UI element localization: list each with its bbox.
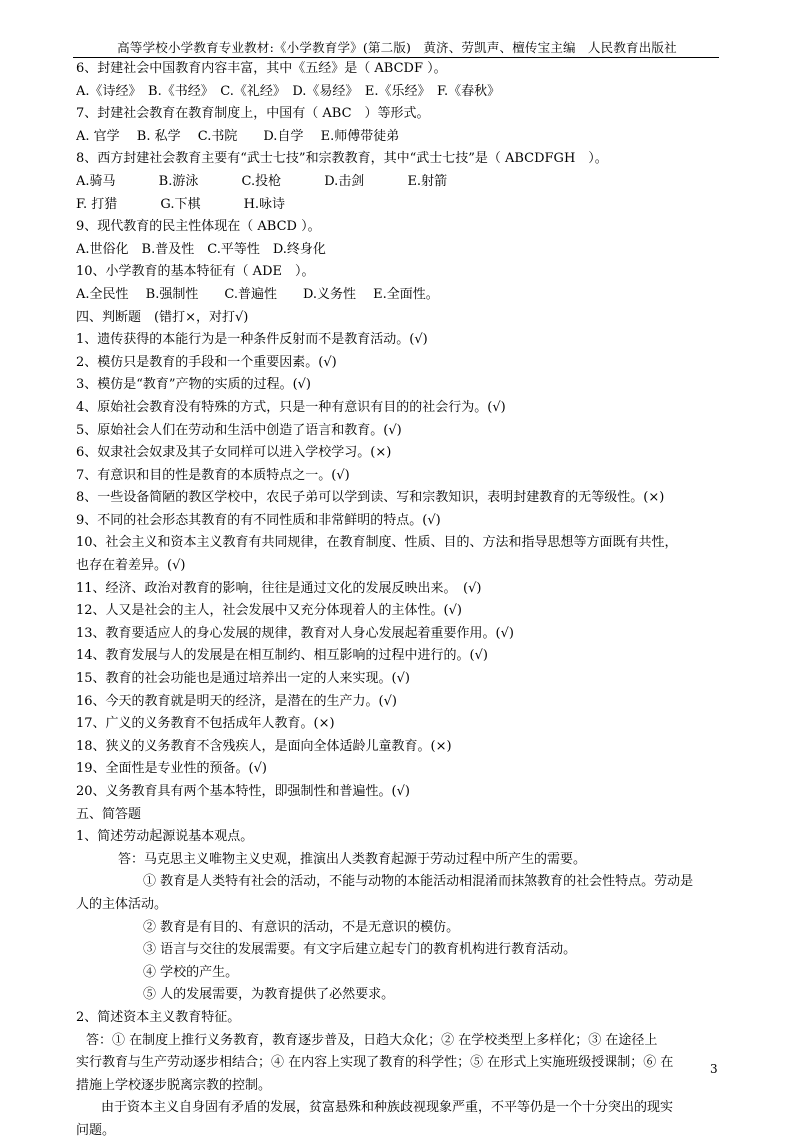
text-line: 18、狭义的义务教育不含残疾人，是面向全体适龄儿童教育。(×) <box>76 738 452 754</box>
text-line: 10、社会主义和资本主义教育有共同规律，在教育制度、性质、目的、方法和指导思想等方面既有共性， <box>76 535 678 551</box>
text-line: 6、奴隶社会奴隶及其子女同样可以进入学校学习。(×) <box>76 445 392 461</box>
text-line: A.世俗化 B.普及性 C.平等性 D.终身化 <box>76 241 326 257</box>
text-line: 19、全面性是专业性的预备。(√) <box>76 761 267 777</box>
header-editors: 黄济、劳凯声、檀传宝主编 <box>423 40 576 55</box>
text-line: 11、经济、政治对教育的影响，往往是通过文化的发展反映出来。 (√) <box>76 580 482 596</box>
text-line: 措施上学校逐步脱离宗教的控制。 <box>76 1077 272 1093</box>
text-line: 9、不同的社会形态其教育的有不同性质和非常鲜明的特点。(√) <box>76 512 441 528</box>
text-line: 答：马克思主义唯物主义史观，推演出人类教育起源于劳动过程中所产生的需要。 <box>118 851 587 867</box>
text-line: 15、教育的社会功能也是通过培养出一定的人来实现。(√) <box>76 671 410 687</box>
text-line: 9、现代教育的民主性体现在（ ABCD ）。 <box>76 219 321 235</box>
text-line: 也存在着差异。(√) <box>76 558 186 574</box>
text-line: F. 打猎 G.下棋 H.咏诗 <box>76 196 286 212</box>
text-line: A.骑马 B.游泳 C.投枪 D.击剑 E.射箭 <box>76 173 448 189</box>
page-header <box>0 38 794 56</box>
document-body <box>76 58 724 1143</box>
text-line: 7、封建社会教育在教育制度上，中国有（ ABC ）等形式。 <box>76 106 430 122</box>
text-line: 17、广义的义务教育不包括成年人教育。(×) <box>76 716 335 732</box>
text-line: ① 教育是人类特有社会的活动，不能与动物的本能活动相混淆而抹煞教育的社会性特点。劳动是 <box>143 874 694 890</box>
text-line: 四、判断题 (错打×，对打√) <box>76 309 249 325</box>
text-line: 1、简述劳动起源说基本观点。 <box>76 829 254 845</box>
text-line: A.全民性 B.强制性 C.普遍性 D.义务性 E.全面性。 <box>76 286 439 302</box>
page-number: 3 <box>710 1062 718 1076</box>
text-line: 3、模仿是“教育”产物的实质的过程。(√) <box>76 377 311 393</box>
text-line: 6、封建社会中国教育内容丰富，其中《五经》是（ ABCDF ）。 <box>76 61 447 76</box>
text-line: ③ 语言与交往的发展需要。有文字后建立起专门的教育机构进行教育活动。 <box>143 942 577 958</box>
text-line: 14、教育发展与人的发展是在相互制约、相互影响的过程中进行的。(√) <box>76 648 488 664</box>
text-line: 由于资本主义自身固有矛盾的发展，贫富悬殊和种族歧视现象严重，不平等仍是一个十分突出的现实 <box>101 1100 674 1116</box>
text-line: A.《诗经》 B.《书经》 C.《礼经》 D.《易经》 E.《乐经》 F.《春秋》 <box>76 83 501 99</box>
text-line: 7、有意识和目的性是教育的本质特点之一。(√) <box>76 467 350 483</box>
text-line: ② 教育是有目的、有意识的活动，不是无意识的模仿。 <box>143 919 460 935</box>
text-line: 12、人又是社会的主人，社会发展中又充分体现着人的主体性。(√) <box>76 603 462 619</box>
text-line: 20、义务教育具有两个基本特性，即强制性和普遍性。(√) <box>76 784 410 799</box>
text-line: 2、模仿只是教育的手段和一个重要因素。(√) <box>76 354 337 370</box>
text-line: 五、简答题 <box>76 806 142 822</box>
text-line: 1、遗传获得的本能行为是一种条件反射而不是教育活动。(√) <box>76 332 428 348</box>
text-line: 5、原始社会人们在劳动和生活中创造了语言和教育。(√) <box>76 422 402 438</box>
text-line: 8、西方封建社会教育主要有“武士七技”和宗教教育，其中“武士七技”是（ ABCDFGH ）。 <box>76 151 608 167</box>
text-line: 2、简述资本主义教育特征。 <box>76 1009 241 1025</box>
text-line: 8、一些设备简陋的教区学校中，农民子弟可以学到读、写和宗教知识，表明封建教育的无等级性。(×) <box>76 490 665 506</box>
text-line: 16、今天的教育就是明天的经济，是潜在的生产力。(√) <box>76 693 397 709</box>
text-line: 答：① 在制度上推行义务教育，教育逐步普及，日趋大众化；② 在学校类型上多样化；③ 在途径上 <box>86 1032 658 1048</box>
text-line: 人的主体活动。 <box>76 896 168 912</box>
text-line: 实行教育与生产劳动逐步相结合；④ 在内容上实现了教育的科学性；⑤ 在形式上实施班级授课制；⑥ 在 <box>76 1055 674 1071</box>
text-line: 13、教育要适应人的身心发展的规律，教育对人身心发展起着重要作用。(√) <box>76 625 514 641</box>
header-textbook: 高等学校小学教育专业教材:《小学教育学》(第二版) <box>117 40 412 55</box>
text-line: ⑤ 人的发展需要，为教育提供了必然要求。 <box>143 987 395 1003</box>
text-line: 4、原始社会教育没有特殊的方式，只是一种有意识有目的的社会行为。(√) <box>76 399 506 415</box>
text-line: ④ 学校的产生。 <box>143 964 239 980</box>
header-publisher: 人民教育出版社 <box>587 40 677 55</box>
text-line: 问题。 <box>76 1122 116 1138</box>
text-line: A. 官学 B. 私学 C.书院 D.自学 E.师傅带徒弟 <box>76 128 400 144</box>
text-line: 10、小学教育的基本特征有（ ADE ）。 <box>76 264 315 280</box>
